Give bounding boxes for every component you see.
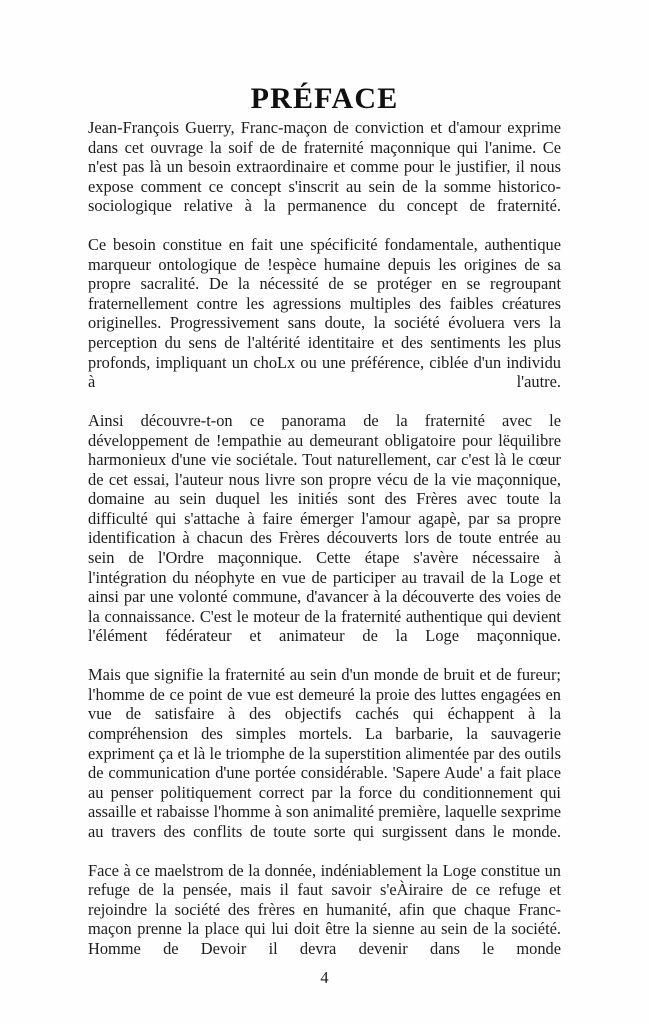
paragraph: Face à ce maelstrom de la donnée, indéniablement la Loge constitue un refuge de la pensée, mais il faut savoir s'eÀiraire de ce refuge et rejoindre la société des frères en humanité, afin que chaque Franc-maçon prenne la place qui lui doit être la sienne au sein de la société. Homme de Devoir il devra devenir dans le monde <box>88 860 561 958</box>
paragraph: Jean-François Guerry, Franc-maçon de conviction et d'amour exprime dans cet ouvrage la soif de de fraternité maçonnique qui l'anime. Ce n'est pas là un besoin extraordinaire et comme pour le justifier, il nous expose comment ce concept s'inscrit au sein de la somme historico-sociologique relative à la permanence du concept de fraternité. <box>88 118 561 216</box>
page-title: PRÉFACE <box>250 82 399 116</box>
body-text-column <box>88 118 561 978</box>
paragraph: Ce besoin constitue en fait une spécificité fondamentale, authentique marqueur ontologique de !espèce humaine depuis les origines de sa propre sacralité. De la nécessité de se protéger en se regroupant fraternellement contre les agressions multiples des faibles créatures originelles. Progressivement sans doute, la société évoluera vers la perception du sens de l'altérité identitaire et des sentiments les plus profonds, impliquant un choLx ou une préférence, ciblée d'un individu à l'autre. <box>88 235 561 392</box>
paragraph: Mais que signifie la fraternité au sein d'un monde de bruit et de fureur; l'homme de ce point de vue est demeuré la proie des luttes engagées en vue de satisfaire à des objectifs cachés qui échappent à la compréhension des simples mortels. La barbarie, la sauvagerie expriment ça et là le triomphe de la superstition alimentée par des outils de communication d'une portée considérable. 'Sapere Aude' a fait place au penser politiquement correct par la force du conditionnement qui assaille et rabaisse l'homme à son animalité première, laquelle sexprime au travers des conflits de toute sorte qui surgissent dans le monde. <box>88 665 561 841</box>
paragraph: Ainsi découvre-t-on ce panorama de la fraternité avec le développement de !empathie au demeurant obligatoire pour lëquilibre harmonieux d'une vie sociétale. Tout naturellement, car c'est là le cœur de cet essai, l'auteur nous livre son propre vécu de la vie maçonnique, domaine au sein duquel les initiés sont des Frères avec toute la difficulté qui s'attache à faire émerger l'amour agapè, par sa propre identification à chacun des Frères découverts lors de toute entrée au sein de l'Ordre maçonnique. Cette étape s'avère nécessaire à l'intégration du néophyte en vue de participer au travail de la Loge et ainsi par une volonté commune, d'avancer à la découverte des voies de la connaissance. C'est le moteur de la fraternité authentique qui devient l'élément fédérateur et animateur de la Loge maçonnique. <box>88 411 561 646</box>
page-number: 4 <box>320 968 329 987</box>
